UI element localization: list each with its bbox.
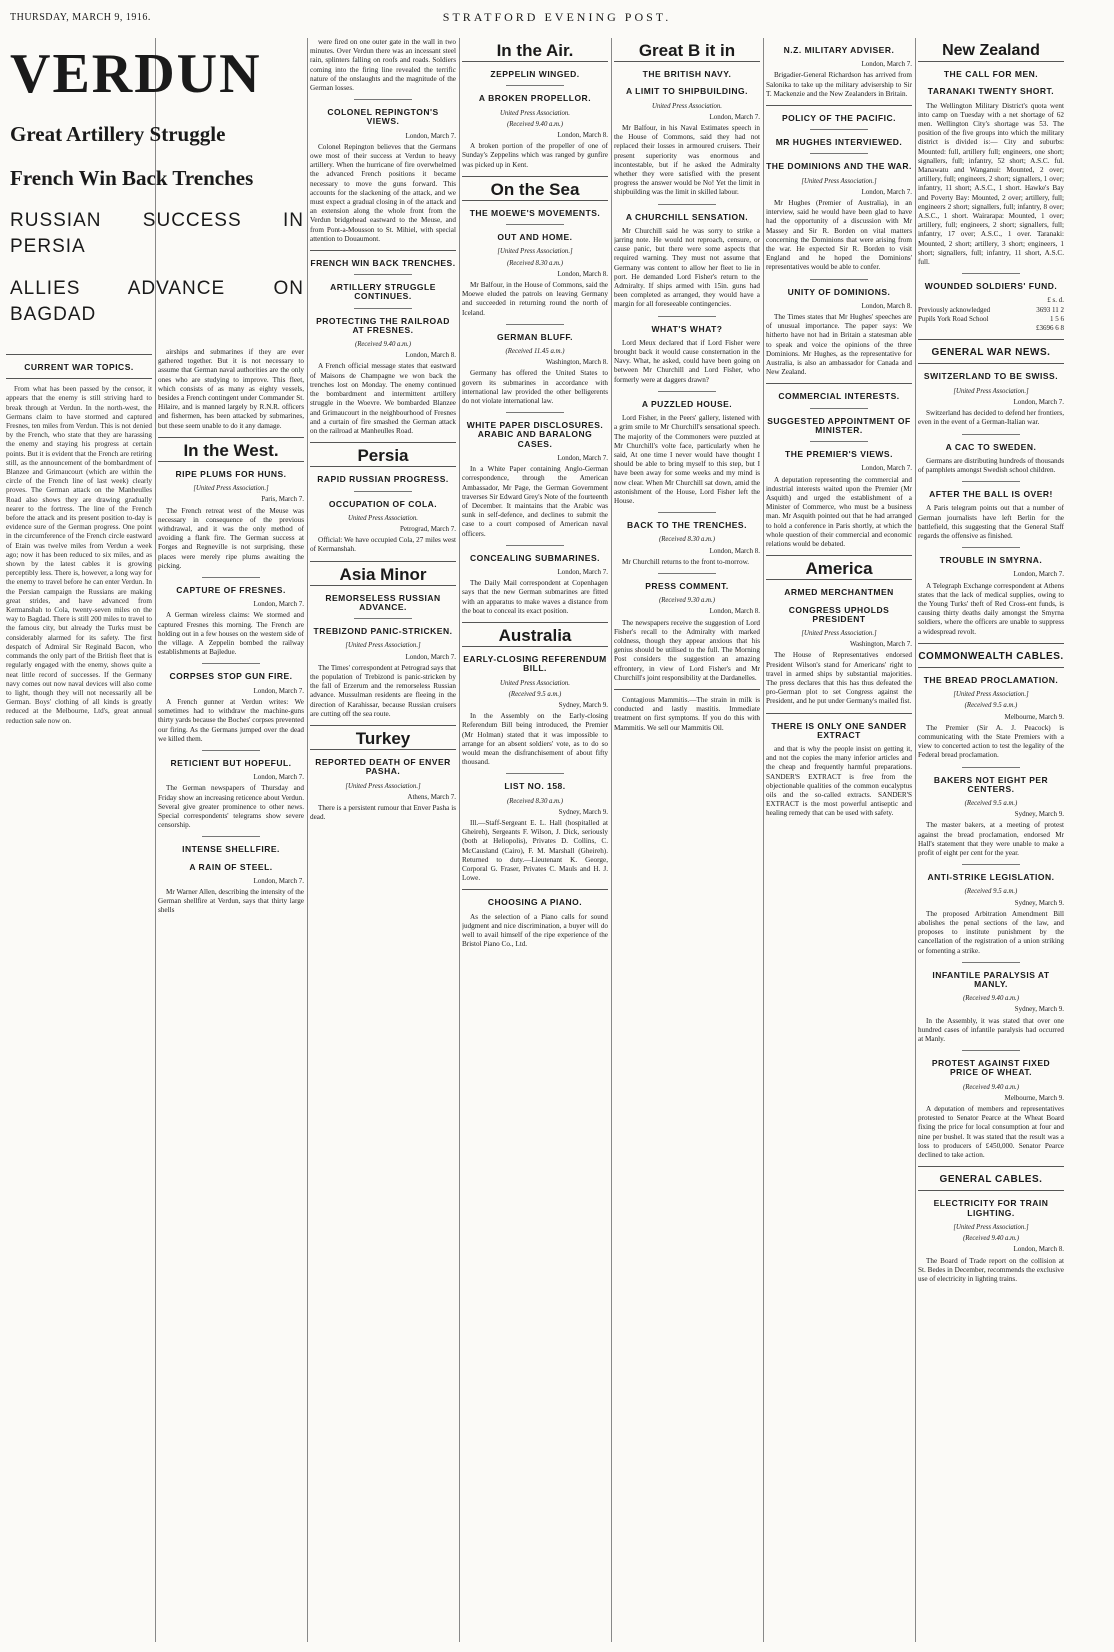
column-3 (310, 38, 456, 1642)
dateline: London, March 7. (405, 131, 456, 140)
advert-text: and that is why the people insist on getting it, and not the copies the many inferior articles and the cheap and frequently harmful preparations. SANDER'S EXTRACT is free from the objectionable qualities of the common eucalyptus oils and the so-called extracts. SANDER'S EXTRACT is the most powerful antiseptic and healing remedy that can be used with safety. (766, 744, 912, 818)
col2-intro: airships and submarines if they are ever gathered together. But it is not necessary to assume that German naval authorities are the only ones who are studying to improve. This fleet, which consists of as many as eighty vessels, besides a French contingent under Commander St. Hilaire, and is manned largely by R.N.R. officers and fishermen, has been attacked by submarines, but these seem unable to do it any damage. (158, 348, 304, 430)
dateline: London, March 7. (253, 686, 304, 695)
dateline: London, March 8. (557, 269, 608, 278)
article-text: A German wireless claims: We stormed and captured Fresnes this morning. The French are holding out in a few houses on the western side of the village. A Zeppelin bombed the railway establishments at Bajledue. (158, 611, 304, 657)
dateline: Sydney, March 9. (1014, 810, 1064, 819)
source: United Press Association. (499, 679, 571, 687)
verdun-banner-block (6, 38, 304, 344)
article-text: Lord Meux declared that if Lord Fisher were brought back it would cause consternation in the Navy. What, he asked, could have been going on between Mr Churchill and Lord Fisher, who formerly were at daggers drawn? (614, 338, 760, 384)
heading-protecting: PROTECTING THE RAILROAD AT FRESNES. (316, 315, 450, 335)
heading-reticent: RETICIENT BUT HOPEFUL. (170, 757, 292, 768)
dateline: Petrograd, March 7. (400, 524, 456, 533)
received: (Received 9.5 a.m.) (964, 888, 1018, 896)
source: [United Press Association.] (801, 177, 877, 185)
article-text: The Times states that Mr Hughes' speeches are of unusual importance. The paper says: We hitherto have not had in Britain a statesman able to speak and voice the opinions of the three Dominions. Mr Hughes, as the representative for Australia, is also an ambassador for Canada and New Zealand. (766, 313, 912, 377)
heading-bakers: BAKERS NOT EIGHT PER CENTERS. (933, 774, 1049, 794)
dateline: Melbourne, March 9. (1004, 1093, 1064, 1102)
heading-press: PRESS COMMENT. (645, 580, 729, 591)
subhead-artillery: Great Artillery Struggle (10, 122, 226, 146)
heading-intense: INTENSE SHELLFIRE. (182, 844, 280, 855)
subhead-persia: RUSSIAN SUCCESS IN PERSIA (10, 210, 304, 257)
fund-table (918, 296, 1064, 333)
source: [United Press Association.] (953, 691, 1029, 699)
article-text: Germany has offered the United States to govern its submarines in accordance with international law provided the other belligerents do not violate international law. (462, 369, 608, 406)
article-text: Official: We have occupied Cola, 27 miles west of Kermanshah. (310, 536, 456, 554)
dateline: London, March 8. (709, 607, 760, 616)
received: (Received 11.45 a.m.) (505, 348, 565, 356)
column-7 (918, 38, 1064, 1642)
fund-label: Previously acknowledged (918, 305, 991, 314)
fund-row (918, 315, 1064, 324)
received: (Received 9.40 a.m.) (962, 1235, 1020, 1243)
source: [United Press Association.] (953, 1223, 1029, 1231)
heading-trebizond: TREBIZOND PANIC-STRICKEN. (313, 626, 453, 637)
issue-date: THURSDAY, MARCH 9, 1916. (10, 12, 151, 23)
article-text: A French official message states that eastward of Maisons de Champagne we won back the trenches lost on Monday. The enemy continued the bombardment and intermittent artillery struggle in the Woevre. We bombarded Blanzee and Grimaucourt in the neighbourhood of Fresnes and a curtain of fire smashed the German attack on the railroad at Manheulles Road. (310, 362, 456, 435)
heading-corpses: CORPSES STOP GUN FIRE. (169, 671, 293, 682)
col3-intro: were fired on one outer gate in the wall in two minutes. Over Verdun there was an incessant steel rain, splinters falling on roofs and roads. Soldiers coming into the firing line revealed the terrific nature of the onslaughts and the magnitude of the German losses. (310, 38, 456, 93)
column-5 (614, 38, 760, 1642)
heading-trenches: BACK TO THE TRENCHES. (627, 520, 747, 531)
heading-moewe: THE MOEWE'S MOVEMENTS. (469, 208, 601, 219)
article-text: The German newspapers of Thursday and Friday show an increasing reticence about Verdun. Several give greater prominence to other news. Special correspondents' telegrams show severe censorship. (158, 784, 304, 830)
article-text: The Wellington Military District's quota went into camp on Tuesday with a net shortage of 62 men. Wellington City's shortage was 53. The position of the five groups into which the military district is divided is:— City and suburbs: Mounted: full, artillery full; engineers, one short; signallers, full; infantry, 52 short; A.S.C. ful. Manawatu and Wanganui: Mounted, 2 over; artillery, full; engineers, 2 short; signallers, 1 over; infantry, 11 short; A.S.C., 1 short. Hawke's Bay and Poverty Bay: Mounted, 2 over; artillery, full; engineers 2 short; signallers, full; infantry, 8 over; A.S.C., 1 short. Wairarapa: Mounted, 1 over; artillery, full; engineers, 2 short; signallers, full; infantry, 17 over; A.S.C., 1 over. Taranaki: Mounted, 2 short; artillery, 3 short; engineers, 1 short; signallers, full; infantry, 11 short, A.S.C. full. (918, 101, 1064, 267)
article-text: Mr Hughes (Premier of Australia), in an interview, said he would have been glad to have had the opportunity of a discussion with Mr Massey and Sir R. Borden on vital matters concerning the Dominions that were arising from the war. He expected Sir R. Borden to visit England and he hoped the Dominions' representatives would be able to confer. (766, 199, 912, 272)
heading-commercial: COMMERCIAL INTERESTS. (778, 391, 900, 402)
column-6 (766, 38, 912, 1642)
heading-general-cables: GENERAL CABLES. (939, 1174, 1043, 1186)
section-air: In the Air. (496, 41, 574, 60)
fund-header: £ s. d. (1047, 296, 1064, 305)
dateline: London, March 8. (861, 301, 912, 310)
heading-taranaki: TARANAKI TWENTY SHORT. (927, 86, 1055, 97)
heading-congress: CONGRESS UPHOLDS PRESIDENT (788, 604, 890, 624)
article-text: The House of Representatives endorsed President Wilson's stand for Americans' right to travel in armed ships by substantial majorities. The press declares that this has thus defeated the pro-German plot to set Congress against the President, and he put under Germany's mailed fist. (766, 651, 912, 706)
subhead-bagdad: ALLIES ADVANCE ON BAGDAD (10, 278, 304, 325)
topics-text: From what has been passed by the censor, it appears that the enemy is still striving hard to break through at Verdun. In the north-west, the Germans claim to have stormed and captured Fresnes, ten miles from Verdun. This is not denied by the French, who state that they are harassing the enemy and staying his progress at certain points. But it is evident that the French are retiring still, as the announcement of the bombardment of Blanzee and Grimaucourt (which are within the circle of the French line of last week) clearly proves. The German attack on the Manheulles Road also shows they are drawing gradually nearer to the fortress. The line of the French before the attack and its present position to-day is evidence sure of the German progress. One point in the circumference of the French circle eastward of Etain was twelve miles from Verdun a week ago; now it has been reduced to six miles, and as shown by the latest cables it is growing perceptibly less. There is, however, a long way for the enemy to travel before he can enter Verdun. In the Persian campaign the Russians are making great strides, and have advanced from Kermanshah to Cola, twenty-seven miles on the way to Bagdad. There is still 200 miles to travel to the famous city, but already the Turks must be considerably alarmed for its safety. The first despatch of Admiral Sir Reginald Bacon, who commands the only part of the British fleet that is regularly engaged with the enemy, shows quite a neat little record of successes. If the Germany navy comes out now naval devices will also come to light, though they will not necessarily all be German. Boys' clothing of all kinds is greatly reduced at the Melbourne, Ltd's, great annual reduction sale now on. (6, 385, 152, 725)
dateline: Sydney, March 9. (1014, 1005, 1064, 1014)
heading-churchill: A CHURCHILL SENSATION. (625, 211, 749, 222)
heading-puzzled: A PUZZLED HOUSE. (641, 398, 733, 409)
fund-row (918, 324, 1064, 333)
received: (Received 9.40 a.m.) (506, 120, 564, 128)
heading-unity: UNITY OF DOMINIONS. (787, 286, 891, 297)
dateline: London, March 8. (557, 131, 608, 140)
heading-wounded: WOUNDED SOLDIERS' FUND. (924, 281, 1058, 292)
heading-whats-what: WHAT'S WHAT? (651, 323, 723, 334)
heading-rapid: RAPID RUSSIAN PROGRESS. (317, 474, 449, 485)
advert-text: Contagious Mammitis.—The strain in milk is conducted and lastly mastitis. Immediate treatment on first symptoms. If you do this with Mammitis. We sell our Mammitis Oil. (614, 695, 760, 732)
advert-text: As the selection of a Piano calls for sound judgment and nice discrimination, a buyer will do well to avail himself of the ripe experience of the Bristol Piano Co., Ltd. (462, 912, 608, 949)
fund-total: £3696 6 8 (1036, 324, 1064, 333)
article-text: A French gunner at Verdun writes: We sometimes had to withdraw the machine-guns thirty yards because the Boches' corpses prevented our firing. As the Germans jumped over the dead we killed them. (158, 697, 304, 743)
heading-list: LIST NO. 158. (504, 781, 566, 792)
article-text: The proposed Arbitration Amendment Bill abolishes the penal sections of the law, and proposes to institute punishment by the cancellation of the registration of a union striking or fomenting a strike. (918, 909, 1064, 955)
article-text: Ill.—Staff-Sergeant E. L. Hall (hospitalled at Gheireh), Sergeants F. Wilson, J. Dick, seriously (both at Heliopolis), Privates D. Collins, C. McCausland (Cairo), F. M. Marshall (Gheireh). Returned to duty.—Lieutenant K. George, Corporal G. Fraser, Privates C. Mauls and H. J. Lowe. (462, 818, 608, 883)
heading-outhome: OUT AND HOME. (497, 232, 573, 243)
heading-rain: A RAIN OF STEEL. (189, 861, 273, 872)
article-text: Brigadier-General Richardson has arrived from Salonika to take up the military advisership to Sir T. Mackenzie and the New Zealanders in Britain. (766, 71, 912, 98)
heading-commonwealth-cables: COMMONWEALTH CABLES. (918, 650, 1064, 662)
dateline: Sydney, March 9. (558, 807, 608, 816)
heading-cac: A CAC TO SWEDEN. (945, 441, 1037, 452)
heading-enver: REPORTED DEATH OF ENVER PASHA. (315, 757, 451, 777)
heading-swiss: SWITZERLAND TO BE SWISS. (923, 371, 1059, 382)
article-text: A deputation representing the commercial and industrial interests waited upon the Premier (Mr Asquith) and urged the establishment of a Minister of Commerce, who must be a business man. Mr Asquith pointed out that he had arranged to hold a conference in Paris shortly, at which the whole question of their commercial and economic relations would be debated. (766, 475, 912, 548)
dateline: Athens, March 7. (407, 792, 456, 801)
heading-zeppelin: ZEPPELIN WINGED. (490, 69, 580, 80)
source: United Press Association. (347, 514, 419, 522)
source: United Press Association. (651, 102, 723, 110)
heading-general-war-news: GENERAL WAR NEWS. (931, 347, 1051, 359)
heading-navy: THE BRITISH NAVY. (642, 69, 732, 80)
heading-whitepaper: WHITE PAPER DISCLOSURES. ARABIC AND BARALONG CASES. (466, 420, 604, 449)
source: United Press Association. (499, 109, 571, 117)
heading-concealing: CONCEALING SUBMARINES. (469, 552, 600, 563)
article-text: Mr Churchill said he was sorry to strike a jarring note. He would not reproach, censure, or cause panic, but there were some aspects that required warning. They must not assume that Germany was content to allow her fleet to lie in port. He demanded Lord Fisher's return to the Admiralty. If ships armed with 15in. guns had been completed as arranged, they would have a margin for all foreseeable contingencies. (614, 226, 760, 309)
topics-heading: CURRENT WAR TOPICS. (24, 362, 134, 372)
heading-hughes: MR HUGHES INTERVIEWED. (775, 137, 903, 148)
heading-antistrike: ANTI-STRIKE LEGISLATION. (927, 872, 1055, 883)
section-west: In the West. (183, 440, 279, 460)
source: [United Press Association.] (193, 485, 269, 493)
received: (Received 8.30 a.m.) (658, 536, 716, 544)
heading-referendum: EARLY-CLOSING REFERENDUM BILL. (463, 654, 607, 674)
heading-cola: OCCUPATION OF COLA. (328, 498, 438, 509)
source: [United Press Association.] (953, 387, 1029, 395)
section-persia: Persia (357, 446, 409, 466)
article-text: Germans are distributing hundreds of thousands of pamphlets amongst Swedish school children. (918, 456, 1064, 474)
article-text: There is a persistent rumour that Enver Pasha is dead. (310, 803, 456, 822)
heading-wheat: PROTEST AGAINST FIXED PRICE OF WHEAT. (931, 1058, 1051, 1078)
article-text: A Paris telegram points out that a number of German journalists have left Berlin for the battlefield, this suggesting that the General Staff regards the offensive as finished. (918, 504, 1064, 540)
banner-headline: VERDUN (10, 43, 262, 105)
heading-piano: CHOOSING A PIANO. (487, 897, 583, 908)
dateline: Melbourne, March 9. (1004, 712, 1064, 721)
section-new-zealand: New Zealand (942, 42, 1040, 59)
article-text: In the Assembly, it was stated that over one hundred cases of infantile paralysis had occurred at Manly. (918, 1016, 1064, 1044)
subhead-trenches: French Win Back Trenches (10, 166, 254, 190)
paper-title: STRATFORD EVENING POST. (442, 10, 672, 24)
dateline: Paris, March 7. (261, 495, 304, 504)
article-text: A Telegraph Exchange correspondent at Athens states that the lack of medical supplies, owing to the Young Turks' theft of Red Cross-ent funds, is causing thirty deaths daily amongst the Smyrna soldiers, where the officers are unable to suppress a widespread revolt. (918, 581, 1064, 636)
article-text: Mr Churchill returns to the front to-morrow. (622, 557, 750, 566)
received: (Received 9.5 a.m.) (508, 690, 562, 698)
article-text: Switzerland has decided to defend her frontiers, even in the event of a German-Italian war. (918, 409, 1064, 427)
heading-repington: COLONEL REPINGTON'S VIEWS. (327, 107, 439, 127)
received: (Received 9.5 a.m.) (964, 799, 1018, 807)
source: [United Press Association.] (801, 629, 877, 637)
dateline: London, March 7. (557, 567, 608, 576)
dateline: London, March 7. (861, 187, 912, 196)
dateline: London, March 7. (253, 773, 304, 782)
article-text: The Board of Trade report on the collision at St. Bedes in December, recommends the exclusive use of electricity in lighting trains. (918, 1256, 1064, 1283)
heading-sander: THERE IS ONLY ONE SANDER EXTRACT (771, 720, 907, 740)
heading-smyrna: TROUBLE IN SMYRNA. (939, 555, 1043, 566)
dateline: London, March 7. (557, 453, 608, 462)
heading-paralysis: INFANTILE PARALYSIS AT MANLY. (932, 969, 1050, 990)
heading-suggested: SUGGESTED APPOINTMENT OF MINISTER. (767, 415, 911, 435)
heading-remorseless: REMORSELESS RUSSIAN ADVANCE. (325, 592, 441, 612)
heading-ball: AFTER THE BALL IS OVER! (929, 489, 1053, 500)
dateline: London, March 8. (709, 546, 760, 555)
heading-electricity: ELECTRICITY FOR TRAIN LIGHTING. (933, 1198, 1049, 1218)
heading-dominions: THE DOMINIONS AND THE WAR. (766, 161, 912, 172)
article-text: In the Assembly on the Early-closing Referendum Bill being introduced, the Premier (Mr Holman) stated that it was impossible to arrange for an absent soldiers' vote, as to do so would mean the disfranchisement of about fifty thousand. (462, 712, 608, 767)
dateline: London, March 8. (405, 351, 456, 360)
article-text: A deputation of members and representatives protested to Senator Pearce at the Wheat Board fixing the price for local consumption at four and nine per bushel. It was stated that the result was a loss to producers of £450,000. Senator Pearce declined to take action. (918, 1105, 1064, 1160)
article-text: A broken portion of the propeller of one of Sunday's Zeppelins which was ranged by gunfire was picked up in Kent. (462, 142, 608, 169)
heading-call: THE CALL FOR MEN. (943, 69, 1039, 80)
newspaper-page (6, 38, 1108, 1648)
fund-label: Pupils York Road School (918, 314, 989, 323)
heading-ripe: RIPE PLUMS FOR HUNS. (175, 469, 287, 480)
article-text: Mr Warner Allen, describing the intensity of the German shellfire at Verdun, says that thirty large shells (158, 887, 304, 915)
source: [United Press Association.] (345, 782, 421, 790)
dateline: Washington, March 7. (849, 640, 912, 649)
received: (Received 9.40 a.m.) (962, 995, 1020, 1003)
received: (Received 8.30 a.m.) (506, 797, 564, 805)
dateline: London, March 8. (1013, 1245, 1064, 1254)
dateline: London, March 7. (861, 464, 912, 473)
section-great-britain: Great B it in (638, 41, 736, 60)
article-text: The French retreat west of the Meuse was necessary in consequence of the previous withdrawal, and it was the only method of avoiding a flank fire. The German success at Forges and Regneville is not surprising, these places were merely ripe plums awaiting the picking. (158, 506, 304, 570)
article-text: In a White Paper containing Anglo-German correspondence, through the American Ambassador, Mr Page, the German Government traverses Sir Edward Grey's Note of the fourteenth of December. It maintains that the Arabic was sunk in self-defence, and declines to submit the case to a court composed of American naval officers. (462, 465, 608, 538)
article-text: Mr Balfour, in the House of Commons, said the Moewe eluded the patrols on leaving Germany and succeeded in returning round the north of Iceland. (462, 281, 608, 317)
fund-row (918, 306, 1064, 315)
section-turkey: Turkey (355, 728, 411, 748)
fund-value: 1 5 6 (1050, 314, 1064, 323)
article-text: The Daily Mail correspondent at Copenhagen says that the new German submarines are fitted with an apparatus to make waves a distance from the boat to conceal its exact position. (462, 579, 608, 615)
dateline: London, March 7. (861, 60, 912, 69)
heading-fresnes: CAPTURE OF FRESNES. (176, 585, 286, 596)
dateline: Sydney, March 9. (1014, 898, 1064, 907)
source: [United Press Association.] (497, 248, 573, 256)
source: [United Press Association.] (345, 642, 421, 650)
heading-pacific: POLICY OF THE PACIFIC. (781, 113, 897, 124)
received: (Received 8.30 a.m.) (506, 259, 564, 267)
article-text: Mr Balfour, in his Naval Estimates speech in the House of Commons, said they had not replaced their losses in armoured cruisers. Their present superiority was enormous and incontestable, but if he asked the Admiralty whether they were satisfied with the present progress the answer would be No! Yet the limit in shipbuilding was the limit in skilled labour. (614, 124, 760, 197)
dateline: London, March 7. (1013, 570, 1064, 579)
article-text: Lord Fisher, in the Peers' gallery, listened with a grim smile to Mr Churchill's sensational speech. The majority of the Commoners were puzzled at Mr Churchill's volte face, particularly when he said, At one time I never would have thought I should be able to bring myself to this step, but I have been away for some weeks and my mind is now clear. When Mr Churchill sat down, amid the astonishment of the House, Lord Fisher left the House. (614, 414, 760, 505)
dateline: London, March 7. (405, 652, 456, 661)
dateline: London, March 7. (253, 600, 304, 609)
heading-premiers: THE PREMIER'S VIEWS. (785, 449, 893, 460)
dateline: London, March 7. (709, 112, 760, 121)
dateline: Sydney, March 9. (558, 700, 608, 709)
dateline: Washington, March 8. (545, 358, 608, 367)
column-1 (6, 348, 152, 1642)
article-text: The master bakers, at a meeting of protest against the bread proclamation, endorsed Mr Hall's statement that they were unable to make a profit of eight per cent for the year. (918, 821, 1064, 857)
column-2 (158, 348, 304, 1642)
article-text: The Times' correspondent at Petrograd says that the population of Trebizond is panic-stricken by the fall of Erzerum and the remorseless Russian advance. Mussulman residents are fleeing in the direction of Karahissar, because Russian cruisers are cutting off the sea route. (310, 663, 456, 718)
article-text: The newspapers receive the suggestion of Lord Fisher's recall to the Admiralty with marked coldness, though they appear anxious that his genius should be utilised to the full. The Morning Post considers the suggestion an amazing effrontery, in view of Lord Fisher's and Mr Churchill's joint responsibility at the Dardanelles. (614, 618, 760, 682)
section-australia: Australia (498, 625, 572, 645)
heading-merchantmen: ARMED MERCHANTMEN (784, 587, 894, 598)
section-sea: On the Sea (490, 179, 580, 199)
dateline: London, March 7. (253, 876, 304, 885)
section-america: America (805, 559, 873, 579)
column-4 (462, 38, 608, 1642)
heading-french-win: FRENCH WIN BACK TRENCHES. (310, 258, 456, 269)
received: (Received 9.40 a.m.) (962, 1083, 1020, 1091)
received: (Received 9.5 a.m.) (964, 702, 1018, 710)
dateline: London, March 7. (1013, 397, 1064, 406)
section-asia-minor: Asia Minor (339, 564, 427, 584)
heading-limit: A LIMIT TO SHIPBUILDING. (625, 86, 749, 97)
heading-bluff: GERMAN BLUFF. (497, 331, 573, 342)
heading-propellor: A BROKEN PROPELLOR. (478, 93, 592, 104)
masthead (0, 0, 1114, 40)
fund-value: 3693 11 2 (1036, 305, 1064, 314)
heading-nz-adviser: N.Z. MILITARY ADVISER. (783, 45, 895, 55)
heading-bread: THE BREAD PROCLAMATION. (923, 674, 1059, 685)
received: (Received 9.40 a.m.) (354, 341, 412, 349)
article-text: Colonel Repington believes that the Germans owe most of their success at Verdun to heavy artillery. When the hurricane of fire overwhelmed the advanced French positions it became necessary to move the guns forward. This accounts for the slackening of the attack, and we must expect a gradual closing in of the attack and an extension along the whole front from the Verdun bridgehead eastward to the Meuse, and from Pont-a-Mousson to St. Mihiel, with special attention to Douaumont. (310, 142, 456, 243)
heading-artillery: ARTILLERY STRUGGLE CONTINUES. (330, 282, 436, 302)
article-text: The Premier (Sir A. J. Peacock) is communicating with the State Premiers with a view to concerted action to test the legality of the Federal bread proclamation. (918, 723, 1064, 760)
received: (Received 9.30 a.m.) (658, 597, 716, 605)
